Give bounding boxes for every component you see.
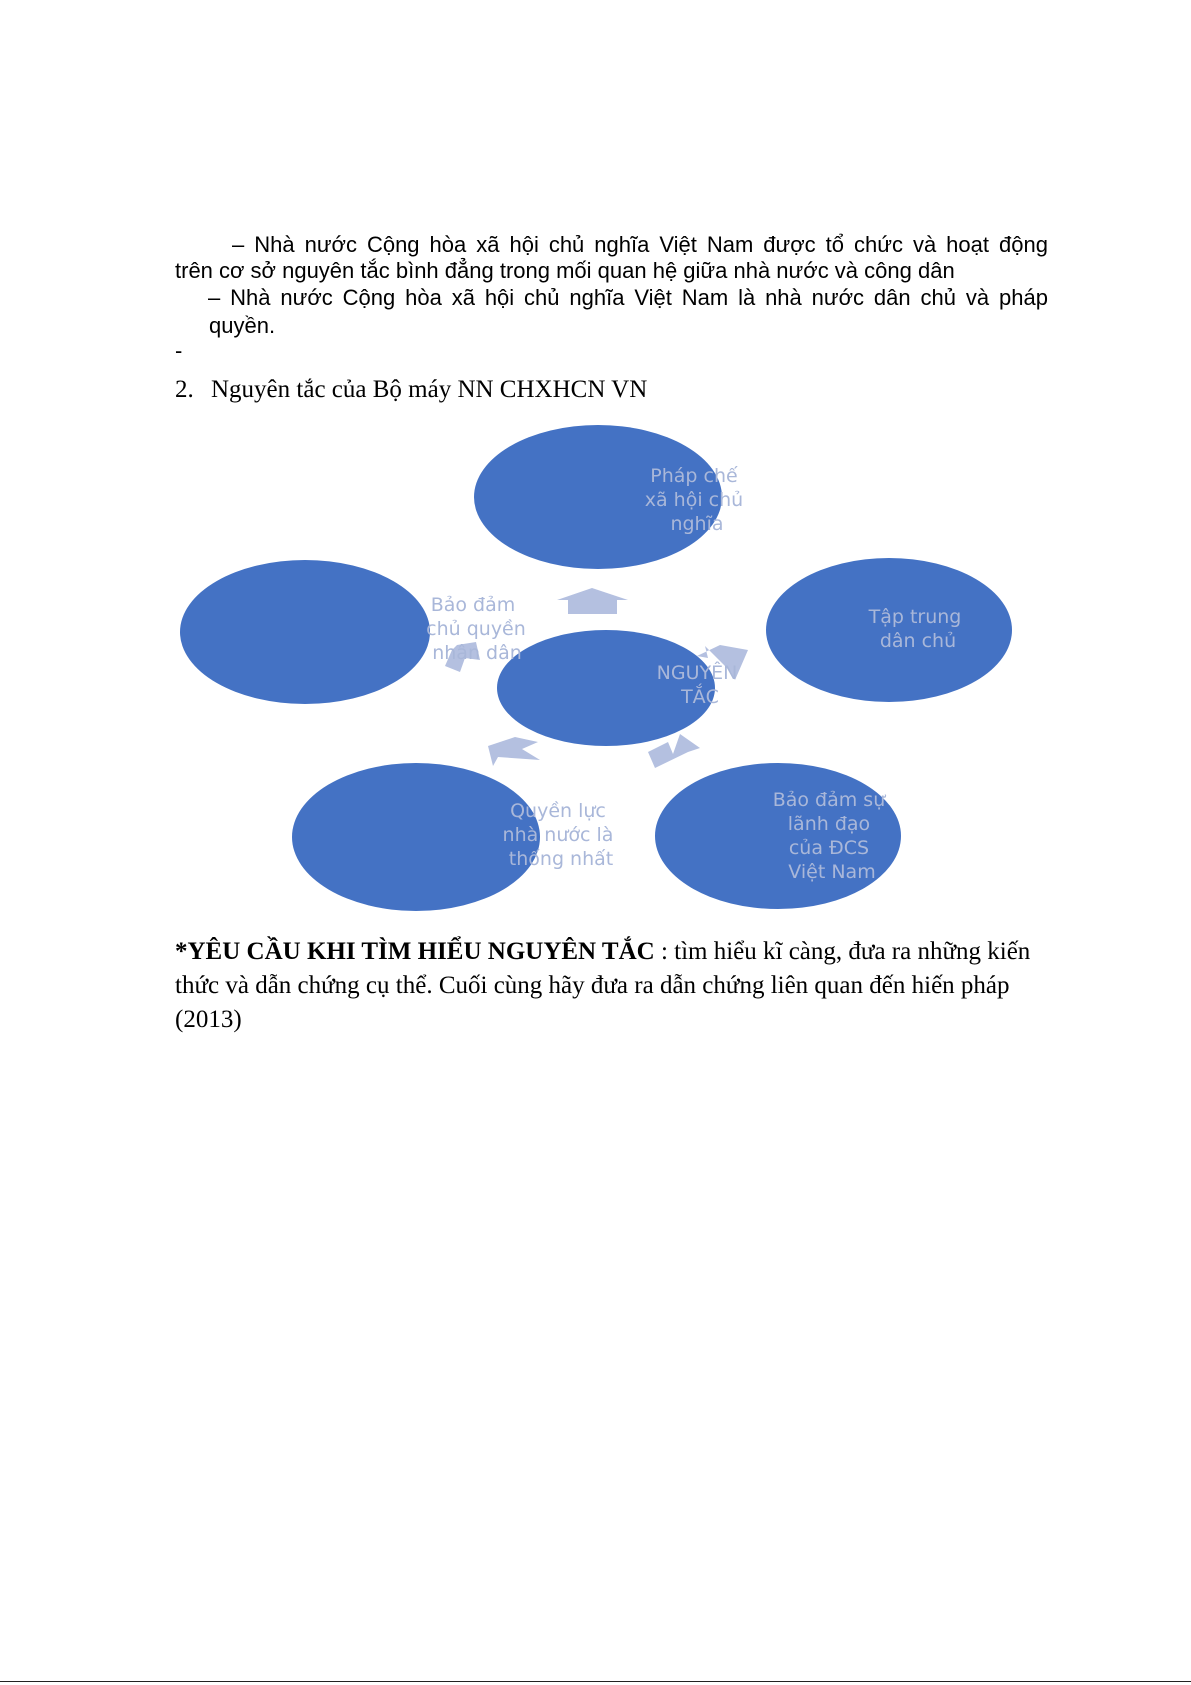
paragraph-2-line-2: quyền. — [209, 313, 276, 338]
paragraph-1-word: nghĩa — [594, 232, 650, 257]
paragraph-1-word: – — [232, 232, 245, 257]
paragraph-1-word: tổ — [825, 232, 844, 257]
paragraph-1-word: được — [763, 232, 816, 257]
paragraph-2-word: Nhà — [230, 285, 271, 310]
paragraph-1-word: động — [998, 232, 1048, 257]
node-left — [180, 560, 430, 704]
paragraph-2-word: nghĩa — [569, 285, 625, 310]
node-right-label: Tập trung dân chủ — [868, 606, 962, 652]
requirement-text: : tìm hiểu kĩ càng, đưa ra những kiến thức và dẫn chứng cụ thể. Cuối cùng hãy đưa ra dẫn chứng liên quan đến hiến pháp (2013) — [175, 938, 1031, 1033]
paragraph-2-word: Việt — [634, 285, 672, 310]
paragraph-1-word: xã — [476, 232, 500, 257]
paragraph-1-word: Việt — [659, 232, 697, 257]
paragraph-1-word: chủ — [548, 232, 585, 257]
paragraph-2-word: chủ — [524, 285, 560, 310]
paragraph-2-word: pháp — [999, 285, 1048, 310]
arrow-up-icon — [557, 588, 628, 614]
paragraph-1-line-2: trên cơ sở nguyên tắc bình đẳng trong mối quan hệ giữa nhà nước và công dân — [175, 258, 955, 283]
paragraph-1-word: Nhà — [254, 232, 295, 257]
paragraph-2-word: hòa — [405, 285, 442, 310]
section-number: 2. — [175, 376, 194, 403]
paragraph-2-word: nước — [280, 285, 333, 310]
paragraph-1-word: hội — [509, 232, 539, 257]
paragraph-1-word: hoạt — [946, 232, 989, 257]
node-top-label: Pháp chế xã hội chủ nghĩa — [644, 465, 744, 535]
page-bottom-rule — [0, 1681, 1191, 1682]
node-left-label: Bảo đảm chủ quyền nhân dân — [426, 594, 526, 664]
section-title: Nguyên tắc của Bộ máy NN CHXHCN VN — [211, 376, 648, 403]
paragraph-2-word: Nam — [681, 285, 729, 310]
paragraph-1-word: nước — [304, 232, 357, 257]
node-bottom-right-label: Bảo đảm sự lãnh đạo của ĐCS Việt Nam — [772, 789, 886, 883]
paragraph-2-word: và — [965, 285, 990, 310]
paragraph-2-word: xã — [451, 285, 475, 310]
requirement-paragraph — [175, 935, 1035, 1037]
dash-line: - — [175, 338, 183, 363]
paragraph-1-word: Cộng — [366, 232, 420, 257]
requirement-label: *YÊU CẦU KHI TÌM HIỂU NGUYÊN TẮC — [175, 938, 655, 965]
paragraph-1-word: Nam — [706, 232, 754, 257]
paragraph-1-word: hòa — [429, 232, 467, 257]
paragraph-2-word: dân — [873, 285, 911, 310]
node-center-label: NGUYÊN TẮC — [656, 662, 738, 708]
paragraph-1-word: chức — [853, 232, 903, 257]
arrow-lower-left-icon — [488, 737, 540, 766]
paragraph-2-word: nước — [811, 285, 865, 310]
node-bottom-left-label: Quyền lực nhà nước là thống nhất — [502, 800, 614, 870]
paragraph-2-word: – — [208, 285, 221, 310]
paragraph-2-word: là — [738, 285, 756, 310]
paragraph-1-word: và — [912, 232, 937, 257]
node-bottom-right — [655, 763, 901, 909]
paragraph-2-word: nhà — [765, 285, 802, 310]
paragraph-2-word: hội — [484, 285, 515, 310]
paragraph-2-word: chủ — [920, 285, 956, 310]
paragraph-2-word: Cộng — [342, 285, 396, 310]
